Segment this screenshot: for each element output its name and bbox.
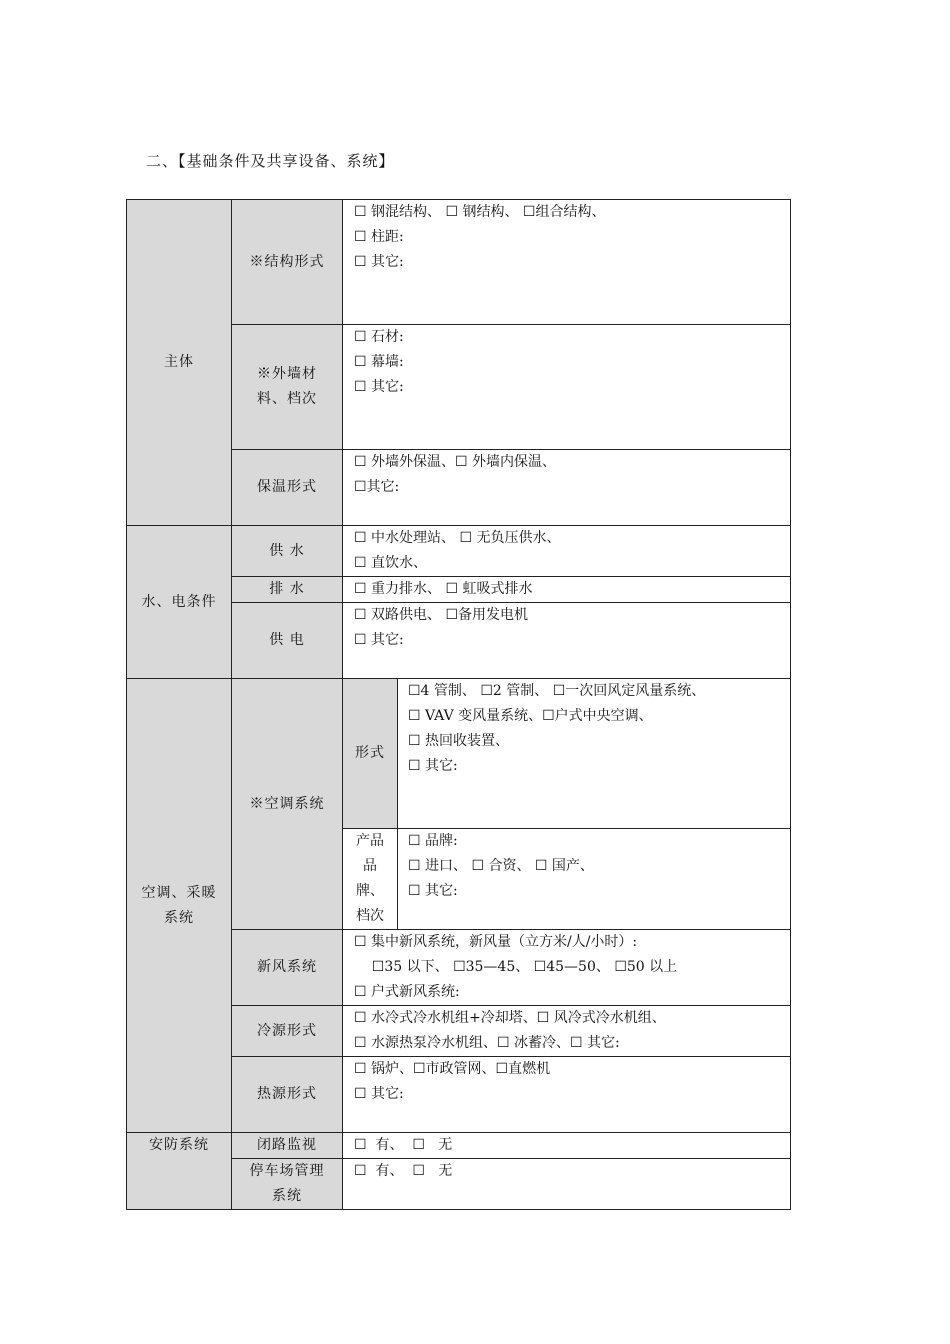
fresh-air-options[interactable] bbox=[343, 930, 791, 1006]
insulation-option-line[interactable]: ☐ 外墙外保温、☐ 外墙内保温、 bbox=[354, 454, 557, 470]
cold-source-options[interactable] bbox=[343, 1006, 791, 1057]
ac-system-label: ※空调系统 bbox=[232, 679, 343, 930]
drainage-options[interactable] bbox=[343, 577, 791, 603]
household-fresh-air-option[interactable]: ☐ 户式新风系统: bbox=[354, 984, 460, 1000]
origin-option[interactable]: ☐ 进口、 ☐ 合资、 ☐ 国产、 bbox=[408, 858, 594, 874]
ac-form-options[interactable] bbox=[398, 679, 791, 829]
cctv-options[interactable] bbox=[343, 1133, 791, 1159]
power-other-option[interactable]: ☐ 其它: bbox=[354, 632, 404, 648]
fresh-air-label: 新风系统 bbox=[232, 930, 343, 1006]
stone-option[interactable]: ☐ 石材: bbox=[354, 329, 404, 345]
column-spacing-option[interactable]: ☐ 柱距: bbox=[354, 229, 404, 245]
heat-source-line-1[interactable]: ☐ 锅炉、☐市政管网、☐直燃机 bbox=[354, 1061, 551, 1077]
brand-option[interactable]: ☐ 品牌: bbox=[408, 833, 458, 849]
wall-material-options[interactable] bbox=[343, 325, 791, 450]
water-supply-label: 供 水 bbox=[232, 526, 343, 577]
insulation-other-option[interactable]: ☐其它: bbox=[354, 479, 400, 495]
drainage-label: 排 水 bbox=[232, 577, 343, 603]
structure-form-options[interactable] bbox=[343, 200, 791, 325]
wall-other-option[interactable]: ☐ 其它: bbox=[354, 379, 404, 395]
water-supply-option-line[interactable]: ☐ 中水处理站、 ☐ 无负压供水、 bbox=[354, 530, 561, 546]
power-option-line[interactable]: ☐ 双路供电、 ☐备用发电机 bbox=[354, 607, 529, 623]
ac-vav-option[interactable]: ☐ VAV 变风量系统、☐户式中央空调、 bbox=[408, 708, 653, 724]
cold-source-label: 冷源形式 bbox=[232, 1006, 343, 1057]
insulation-label: 保温形式 bbox=[232, 450, 343, 526]
structure-option-line[interactable]: ☐ 钢混结构、 ☐ 钢结构、 ☐组合结构、 bbox=[354, 204, 606, 220]
central-fresh-air-option[interactable]: ☐ 集中新风系统，新风量（立方米/人/小时）: bbox=[354, 934, 638, 950]
cold-source-line-1[interactable]: ☐ 水冷式冷水机组+冷却塔、☐ 风冷式冷水机组、 bbox=[354, 1010, 666, 1026]
parking-system-label: 停车场管理 系统 bbox=[232, 1159, 343, 1210]
product-brand-options[interactable] bbox=[398, 829, 791, 930]
heat-recovery-option[interactable]: ☐ 热回收装置、 bbox=[408, 733, 510, 749]
structure-form-label: ※结构形式 bbox=[232, 200, 343, 325]
main-body-label: 主体 bbox=[127, 200, 232, 526]
drinking-water-option[interactable]: ☐ 直饮水、 bbox=[354, 555, 428, 571]
hvac-label: 空调、采暖 系统 bbox=[127, 679, 232, 1133]
security-label: 安防系统 bbox=[127, 1133, 232, 1210]
heat-source-label: 热源形式 bbox=[232, 1057, 343, 1133]
wall-material-label: ※外墙材 料、档次 bbox=[232, 325, 343, 450]
ac-form-label: 形式 bbox=[343, 679, 398, 829]
power-supply-label: 供 电 bbox=[232, 603, 343, 679]
curtain-wall-option[interactable]: ☐ 幕墙: bbox=[354, 354, 404, 370]
cold-source-line-2[interactable]: ☐ 水源热泵冷水机组、☐ 冰蓄冷、☐ 其它: bbox=[354, 1035, 620, 1051]
heat-source-other-option[interactable]: ☐ 其它: bbox=[354, 1086, 404, 1102]
heat-source-options[interactable] bbox=[343, 1057, 791, 1133]
water-power-label: 水、电条件 bbox=[127, 526, 232, 679]
parking-options[interactable] bbox=[343, 1159, 791, 1210]
fresh-air-volume-options[interactable]: ☐35 以下、 ☐35—45、 ☐45—50、 ☐50 以上 bbox=[354, 959, 678, 975]
drainage-option-line[interactable]: ☐ 重力排水、 ☐ 虹吸式排水 bbox=[354, 581, 533, 597]
cctv-option-line[interactable]: ☐ 有、 ☐ 无 bbox=[354, 1137, 453, 1153]
parking-option-line[interactable]: ☐ 有、 ☐ 无 bbox=[354, 1163, 453, 1179]
power-supply-options[interactable] bbox=[343, 603, 791, 679]
facilities-form-table bbox=[126, 199, 791, 1210]
insulation-options[interactable] bbox=[343, 450, 791, 526]
ac-pipe-option[interactable]: ☐4 管制、 ☐2 管制、 ☐一次回风定风量系统、 bbox=[408, 683, 706, 699]
product-brand-label: 产品 品 牌、 档次 bbox=[343, 829, 398, 930]
structure-other-option[interactable]: ☐ 其它: bbox=[354, 254, 404, 270]
brand-other-option[interactable]: ☐ 其它: bbox=[408, 883, 458, 899]
ac-other-option[interactable]: ☐ 其它: bbox=[408, 758, 458, 774]
cctv-label: 闭路监视 bbox=[232, 1133, 343, 1159]
water-supply-options[interactable] bbox=[343, 526, 791, 577]
section-heading: 二、【基础条件及共享设备、系统】 bbox=[146, 152, 395, 170]
